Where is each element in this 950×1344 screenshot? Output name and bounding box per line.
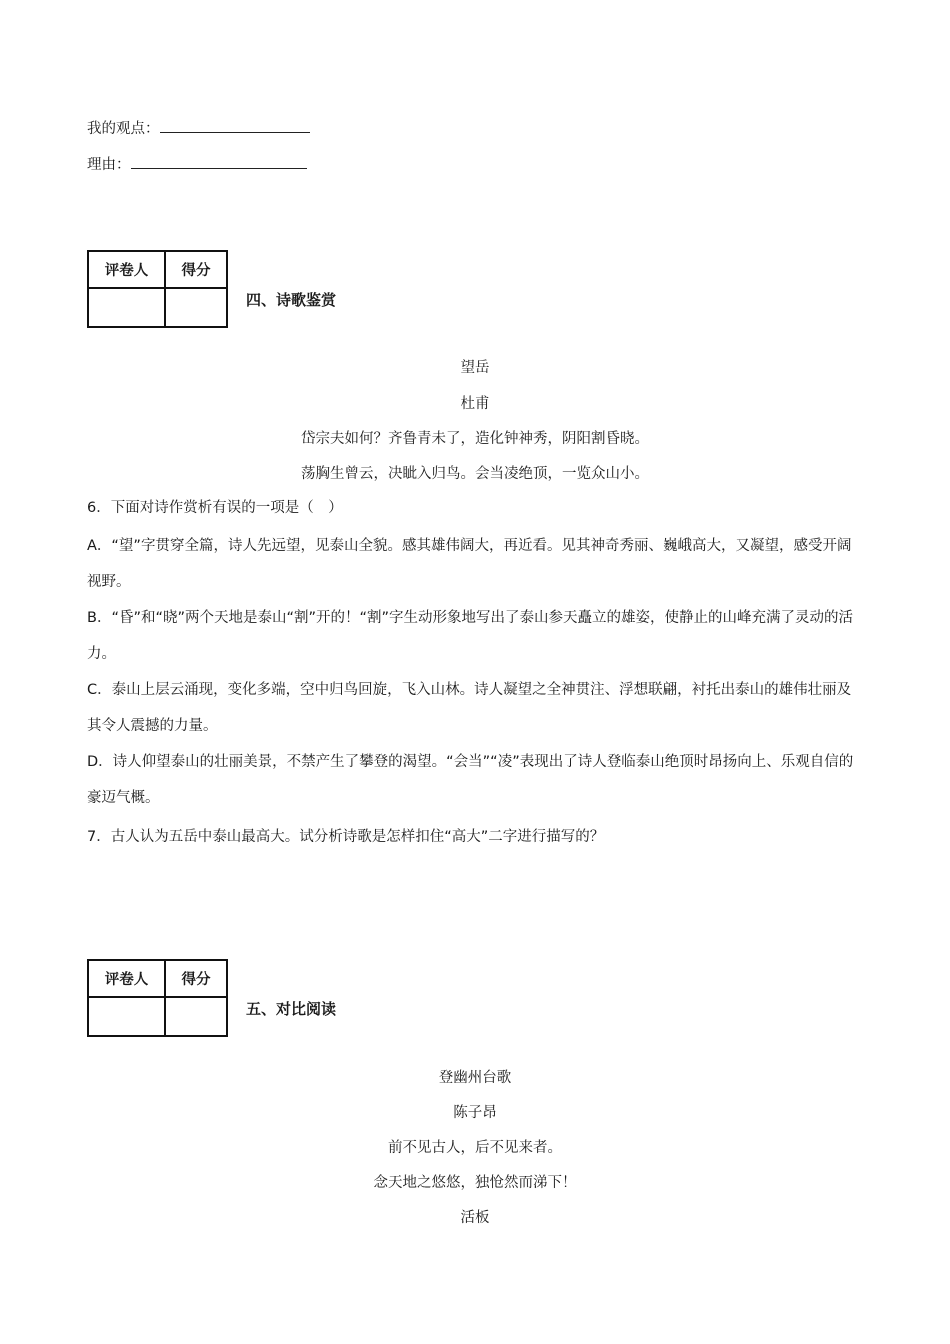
poem-author: 陈子昂 [453, 1105, 497, 1121]
poem-line: 前不见古人，后不见来者。 [388, 1140, 562, 1156]
poem-line: 念天地之悠悠，独怆然而涕下！ [373, 1175, 577, 1191]
poem-author: 杜甫 [460, 396, 490, 412]
poem-line: 岱宗夫如何？齐鲁青未了，造化钟神秀，阴阳割昏晓。 [301, 431, 649, 447]
poem-title: 望岳 [460, 360, 490, 376]
option-a[interactable]: A．“望”字贯穿全篇，诗人先远望，见泰山全貌。感其雄伟阔大，再近看。见其神奇秀丽、巍峨高大，又凝望，感受开阔视野。 [87, 538, 852, 590]
score-cell[interactable] [165, 997, 227, 1036]
reason-answer-blank[interactable] [131, 154, 307, 169]
option-c[interactable]: C．泰山上层云涌现，变化多端，空中归鸟回旋，飞入山林。诗人凝望之全神贯注、浮想联翩，衬托出泰山的雄伟壮丽及其令人震撼的力量。 [87, 682, 852, 734]
score-table-section4 [87, 250, 228, 328]
question-7-stem: 7．古人认为五岳中泰山最高大。试分析诗歌是怎样扣住“高大”二字进行描写的？ [87, 829, 605, 845]
question-6-stem: 6．下面对诗作赏析有误的一项是（ ） [87, 500, 343, 516]
grader-label: 评卷人 [88, 960, 165, 997]
poem-title: 登幽州台歌 [438, 1070, 512, 1086]
opinion-answer-blank[interactable] [160, 118, 310, 133]
score-label: 得分 [165, 251, 227, 288]
grader-cell[interactable] [88, 288, 165, 327]
reason-line [87, 154, 307, 175]
poem-title: 活板 [460, 1210, 490, 1226]
score-label: 得分 [165, 960, 227, 997]
reason-label: 理由： [87, 157, 131, 173]
score-table-section5 [87, 959, 228, 1037]
opinion-line [87, 118, 310, 139]
opinion-label: 我的观点： [87, 121, 160, 137]
option-d[interactable]: D．诗人仰望泰山的壮丽美景，不禁产生了攀登的渴望。“会当”“凌”表现出了诗人登临泰山绝顶时昂扬向上、乐观自信的豪迈气概。 [87, 754, 854, 806]
grader-label: 评卷人 [88, 251, 165, 288]
section5-title: 五、对比阅读 [246, 1000, 337, 1018]
section4-title: 四、诗歌鉴赏 [246, 291, 337, 309]
grader-cell[interactable] [88, 997, 165, 1036]
score-cell[interactable] [165, 288, 227, 327]
option-b[interactable]: B．“昏”和“晓”两个天地是泰山“割”开的！“割”字生动形象地写出了泰山参天矗立的雄姿，使静止的山峰充满了灵动的活力。 [87, 610, 854, 662]
poem-line: 荡胸生曾云，决眦入归鸟。会当凌绝顶，一览众山小。 [301, 466, 649, 482]
